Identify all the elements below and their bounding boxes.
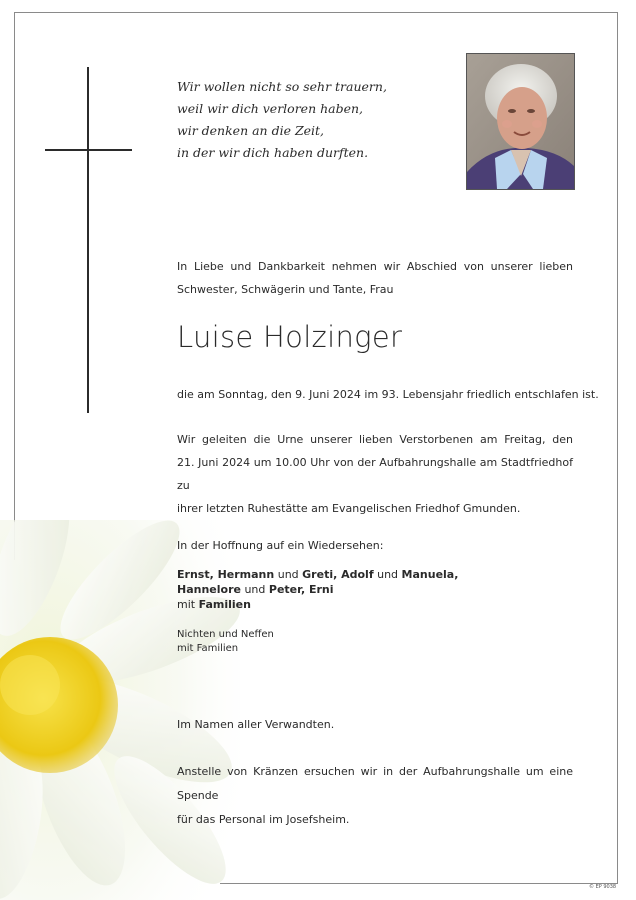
mourner-names: Familien (198, 598, 251, 611)
mourners-line (177, 597, 573, 612)
funeral-details (177, 428, 573, 520)
mourners-line (177, 567, 573, 582)
memorial-poem (177, 76, 437, 164)
mourner-names: Manuela, (401, 568, 459, 581)
farewell-intro (177, 255, 573, 301)
relatives-statement: Im Namen aller Verwandten. (177, 718, 335, 731)
mourner-names: Greti, Adolf (302, 568, 374, 581)
passing-statement: die am Sonntag, den 9. Juni 2024 im 93. Lebensjahr friedlich entschlafen ist. (177, 388, 599, 401)
intro-line: In Liebe und Dankbarkeit nehmen wir Abschied von unserer lieben (177, 260, 573, 273)
poem-line: weil wir dich verloren haben, (177, 101, 364, 116)
cross-vertical-bar (87, 67, 89, 413)
nieces-nephews (177, 628, 573, 656)
frame-top-line (14, 12, 618, 13)
portrait-photo (466, 53, 575, 190)
mourner-names: Peter, Erni (268, 583, 334, 596)
conjunction: und (240, 583, 269, 596)
frame-bottom-line (220, 883, 618, 884)
frame-left-line (14, 12, 15, 560)
nieces-line: Nichten und Neffen (177, 629, 274, 640)
poem-line: wir denken an die Zeit, (177, 123, 325, 138)
poem-line: Wir wollen nicht so sehr trauern, (177, 79, 387, 94)
mourners-line (177, 582, 573, 597)
deceased-name: Luise Holzinger (177, 320, 403, 354)
donation-request (177, 760, 573, 832)
poem-line: in der wir dich haben durften. (177, 145, 369, 160)
conjunction: mit (177, 598, 199, 611)
intro-line: Schwester, Schwägerin und Tante, Frau (177, 283, 394, 296)
mourners-list (177, 567, 573, 612)
funeral-line: 21. Juni 2024 um 10.00 Uhr von der Aufbahrungshalle am Stadtfriedhof zu (177, 456, 573, 492)
conjunction: und (274, 568, 303, 581)
hope-statement: In der Hoffnung auf ein Wiedersehen: (177, 539, 384, 552)
cross-horizontal-bar (45, 149, 132, 151)
funeral-line: Wir geleiten die Urne unserer lieben Verstorbenen am Freitag, den (177, 433, 573, 446)
conjunction: und (373, 568, 402, 581)
funeral-line: ihrer letzten Ruhestätte am Evangelischen Friedhof Gmunden. (177, 502, 521, 515)
frame-right-line (617, 12, 618, 884)
donation-line: für das Personal im Josefsheim. (177, 813, 350, 826)
copyright-mark: © EP 9038 (589, 884, 617, 890)
nieces-line: mit Familien (177, 643, 239, 654)
mourner-names: Ernst, Hermann (177, 568, 275, 581)
mourner-names: Hannelore (177, 583, 241, 596)
donation-line: Anstelle von Kränzen ersuchen wir in der Aufbahrungshalle um eine Spende (177, 765, 573, 802)
